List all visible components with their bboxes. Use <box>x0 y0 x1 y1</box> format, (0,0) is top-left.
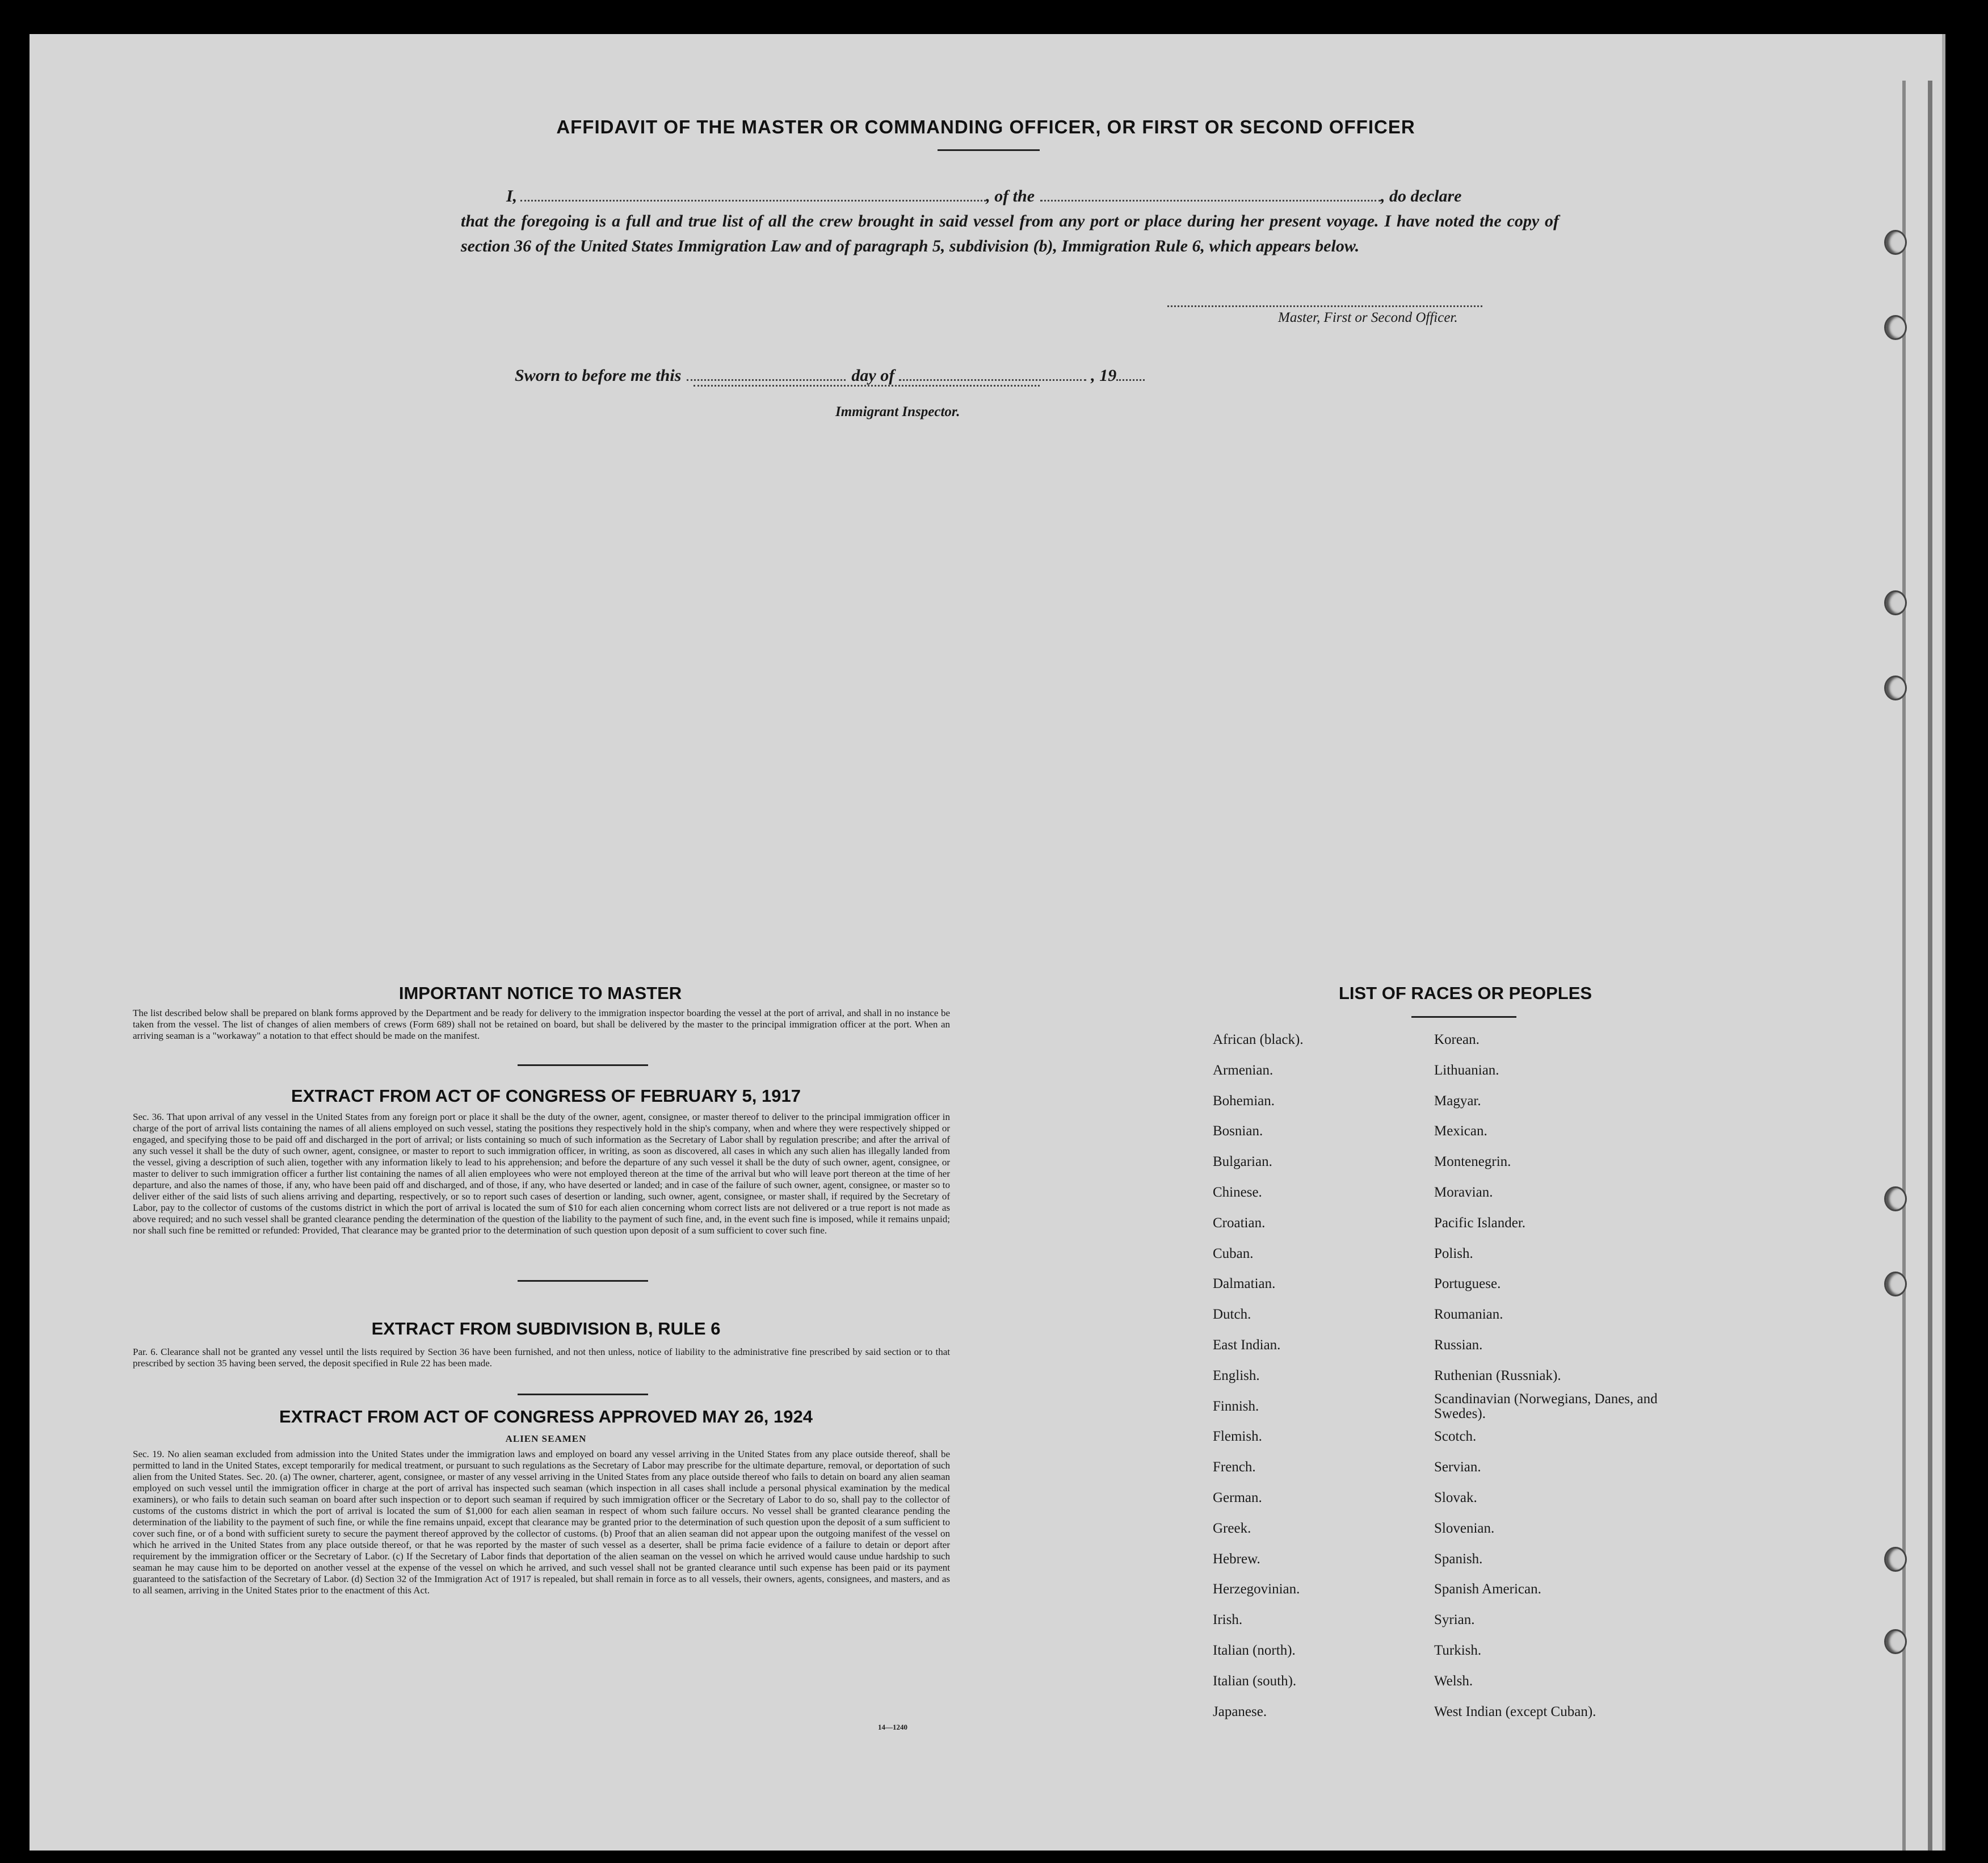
race-item: Chinese. <box>1213 1185 1262 1200</box>
race-item: Dalmatian. <box>1213 1276 1276 1292</box>
alien-seamen-subtitle: ALIEN SEAMEN <box>505 1433 587 1444</box>
binder-hole <box>1884 230 1907 255</box>
race-item: Spanish. <box>1434 1551 1483 1567</box>
race-item: Lithuanian. <box>1434 1062 1499 1078</box>
race-item: Portuguese. <box>1434 1276 1501 1292</box>
month-blank[interactable] <box>899 362 1086 381</box>
notice-title: IMPORTANT NOTICE TO MASTER <box>398 983 682 1003</box>
race-item: Ruthenian (Russniak). <box>1434 1367 1561 1383</box>
name-blank[interactable] <box>520 183 986 202</box>
inspector-signature-line[interactable] <box>694 385 1040 387</box>
affidavit-title: AFFIDAVIT OF THE MASTER OR COMMANDING OFFICER, OR FIRST OR SECOND OFFICER <box>556 116 1415 137</box>
divider <box>1411 1016 1516 1018</box>
race-item: Irish. <box>1213 1612 1243 1628</box>
race-item: African (black). <box>1213 1032 1304 1047</box>
race-item: Slovak. <box>1434 1490 1477 1505</box>
race-item: Dutch. <box>1213 1307 1251 1323</box>
extract-rule6-title: EXTRACT FROM SUBDIVISION B, RULE 6 <box>371 1319 721 1338</box>
race-item: Montenegrin. <box>1434 1154 1511 1170</box>
race-item: German. <box>1213 1490 1262 1505</box>
sworn-year: , 19 <box>1091 366 1117 385</box>
race-item: Scandinavian (Norwegians, Danes, and Swedes). <box>1434 1391 1658 1421</box>
race-item: Turkish. <box>1434 1643 1482 1658</box>
race-item: Bohemian. <box>1213 1093 1275 1109</box>
divider <box>518 1394 648 1395</box>
race-item: Armenian. <box>1213 1062 1274 1078</box>
race-item: Polish. <box>1434 1245 1473 1261</box>
binder-hole <box>1884 1272 1907 1296</box>
divider <box>518 1280 648 1282</box>
vessel-blank[interactable] <box>1040 183 1381 202</box>
race-item: Servian. <box>1434 1459 1481 1475</box>
race-item: Moravian. <box>1434 1185 1493 1200</box>
race-item: Flemish. <box>1213 1429 1262 1445</box>
document-page <box>30 34 1945 1851</box>
divider <box>518 1064 648 1066</box>
affidavit-do-declare: , do declare <box>1381 187 1462 205</box>
race-item: Russian. <box>1434 1337 1483 1353</box>
race-item: Herzegovinian. <box>1213 1581 1300 1597</box>
race-item: Roumanian. <box>1434 1307 1503 1323</box>
race-item: Finnish. <box>1213 1398 1259 1414</box>
sworn-day-of: day of <box>851 366 895 385</box>
sworn-prefix: Sworn to before me this <box>515 366 682 385</box>
extract-1924-text: Sec. 19. No alien seaman excluded from admission into the United States under the immigration laws and employed on board any vessel arriving in the United States from any place outside thereof, shall be permitted to land in the United States, except temporarily for medical treatment, or pursuant to such regulations as the Secretary of Labor may prescribe for the ultimate departure, removal, or deportation of such alien from the United States. Sec. 20. (a) The owner, charterer, agent, consignee, or master of any vessel arriving in the United States from any place outside thereof who fails to detain on board any alien seaman employed on such vessel until the immigration officer in charge at the port of arrival has inspected such seaman (which inspection in all cases shall include a personal physical examination by the medical examiners), or who fails to detain such seaman on board after such inspection or to deport such seaman if required by such immigration officer or the Secretary of Labor to do so, shall pay to the collector of customs of the customs district in which the port of arrival is located the sum of $1,000 for each alien seaman in respect of whom such failure occurs. No vessel shall be granted clearance pending the determination of the liability to the payment of such fine, or while the fine remains unpaid, except that clearance may be granted prior to the determination of such question upon the deposit of a sum sufficient to cover such fine, or of a bond with sufficient surety to secure the payment thereof approved by the collector of customs. (b) Proof that an alien seaman did not appear upon the outgoing manifest of the vessel on which he arrived in the United States from any place outside thereof, or that he was reported by the master of such vessel as a deserter, shall be prima facie evidence of a failure to detain or deport after requirement by the immigration officer or the Secretary of Labor. (c) If the Secretary of Labor finds that deportation of the alien seaman on the vessel on which he arrived would cause undue hardship to such seaman he may cause him to be deported on another vessel at the expense of the vessel on which he arrived, and such vessel shall not be granted clearance until such expense has been paid or its payment guaranteed to the satisfaction of the Secretary of Labor. (d) Section 32 of the Immigration Act of 1917 is repealed, but shall remain in force as to all vessels, their owners, agents, consignees, and masters, and as to all seamen, arriving in the United States prior to the enactment of this Act. <box>133 1449 950 1596</box>
race-item: Greek. <box>1213 1520 1251 1536</box>
race-item: Bosnian. <box>1213 1123 1263 1139</box>
signature-caption: Master, First or Second Officer. <box>1278 310 1458 325</box>
race-item: Korean. <box>1434 1032 1480 1047</box>
signature-line[interactable] <box>1167 305 1482 307</box>
binder-hole <box>1884 590 1907 615</box>
race-item: French. <box>1213 1459 1256 1475</box>
race-item: East Indian. <box>1213 1337 1281 1353</box>
binder-hole <box>1884 675 1907 700</box>
day-blank[interactable] <box>687 362 846 381</box>
page-edge <box>1928 81 1932 1851</box>
page-edge <box>1902 81 1906 1851</box>
affidavit-text: that the foregoing is a full and true list of all the crew brought in said vessel from any port or place during her present voyage. I have noted the copy of section 36 of the United States Immigration Law and of paragraph 5, subdivision (b), Immigration Rule 6, which appears below. <box>461 212 1559 255</box>
race-item: Pacific Islander. <box>1434 1215 1526 1231</box>
binder-hole <box>1884 315 1907 340</box>
race-item: Japanese. <box>1213 1703 1267 1719</box>
affidavit-i: I, <box>506 187 518 205</box>
race-item: Croatian. <box>1213 1215 1266 1231</box>
race-item: Cuban. <box>1213 1245 1254 1261</box>
binder-hole <box>1884 1629 1907 1654</box>
affidavit-of-the: , of the <box>986 187 1035 205</box>
race-item: Syrian. <box>1434 1612 1475 1628</box>
extract-rule6-text: Par. 6. Clearance shall not be granted any vessel until the lists required by Section 36 have been furnished, and not then unless, notice of liability to the administrative fine prescribed by said section or to that prescribed by section 35 having been served, the deposit specified in Rule 22 has been made. <box>133 1346 950 1369</box>
binder-hole <box>1884 1186 1907 1211</box>
races-title: LIST OF RACES OR PEOPLES <box>1338 983 1592 1003</box>
form-number: 14—1240 <box>878 1723 907 1731</box>
race-item: Scotch. <box>1434 1429 1477 1445</box>
race-item: Italian (north). <box>1213 1643 1296 1658</box>
race-item: Welsh. <box>1434 1673 1473 1689</box>
notice-text: The list described below shall be prepared on blank forms approved by the Department and be ready for delivery to the immigration inspector boarding the vessel at the port of arrival, and shall in no instance be taken from the vessel. The list of changes of alien members of crews (Form 689) shall not be retained on board, but shall be delivered by the master to the principal immigration officer at the port. When an arriving seaman is a "workaway" a notation to that effect should be made on the manifest. <box>133 1008 950 1041</box>
divider <box>938 149 1040 151</box>
extract-1917-text: Sec. 36. That upon arrival of any vessel in the United States from any foreign port or place it shall be the duty of the owner, agent, consignee, or master thereof to deliver to the principal immigration officer in charge of the port of arrival lists containing the names of all aliens employed on such vessel, stating the positions they respectively hold in the ship's company, when and where they were respectively shipped or engaged, and specifying those to be paid off and discharged in the port of arrival; or lists containing so much of such information as the Secretary of Labor shall by regulation prescribe; and after the arrival of any such vessel it shall be the duty of such owner, agent, consignee, or master to report to such immigration officer, in writing, as soon as discovered, all cases in which any such alien has illegally landed from the vessel, giving a description of such alien, together with any information likely to lead to his apprehension; and before the departure of any such vessel it shall be the duty of such owner, agent, consignee, or master to deliver to such immigration officer a further list containing the names of all alien employees who were not employed thereon at the time of the arrival but who will leave port thereon at the time of her departure, and also the names of those, if any, who have been paid off and discharged, and of those, if any, who have deserted or landed; and in case of the failure of such owner, agent, consignee, or master so to deliver either of the said lists of such aliens arriving and departing, respectively, or so to report such cases of desertion or landing, such owner, agent, consignee, or master shall, if required by the Secretary of Labor, pay to the collector of customs of the customs district in which the port of arrival is located the sum of $10 for each alien concerning whom correct lists are not delivered or a true report is not made as above required; and no such vessel shall be granted clearance pending the determination of the question of the liability to the payment of such fine, and, in the event such fine is imposed, while it remains unpaid; nor shall such fine be remitted or refunded: Provided, That clearance may be granted prior to the determination of such question upon deposit of a sum sufficient to cover such fine. <box>133 1111 950 1236</box>
race-item: Magyar. <box>1434 1093 1481 1109</box>
inspector-caption: Immigrant Inspector. <box>835 404 960 419</box>
affidavit-body <box>461 183 1559 259</box>
race-item: West Indian (except Cuban). <box>1434 1703 1596 1719</box>
sworn-line <box>515 362 1145 385</box>
race-item: Hebrew. <box>1213 1551 1260 1567</box>
race-item: Slovenian. <box>1434 1520 1495 1536</box>
race-item: Bulgarian. <box>1213 1154 1272 1170</box>
binder-hole <box>1884 1547 1907 1572</box>
year-blank[interactable] <box>1116 362 1145 381</box>
race-item: Italian (south). <box>1213 1673 1297 1689</box>
race-item: English. <box>1213 1367 1260 1383</box>
race-item: Mexican. <box>1434 1123 1487 1139</box>
extract-1917-title: EXTRACT FROM ACT OF CONGRESS OF FEBRUARY 5, 1917 <box>291 1086 801 1106</box>
extract-1924-title: EXTRACT FROM ACT OF CONGRESS APPROVED MAY 26, 1924 <box>279 1407 813 1426</box>
race-item: Spanish American. <box>1434 1581 1541 1597</box>
